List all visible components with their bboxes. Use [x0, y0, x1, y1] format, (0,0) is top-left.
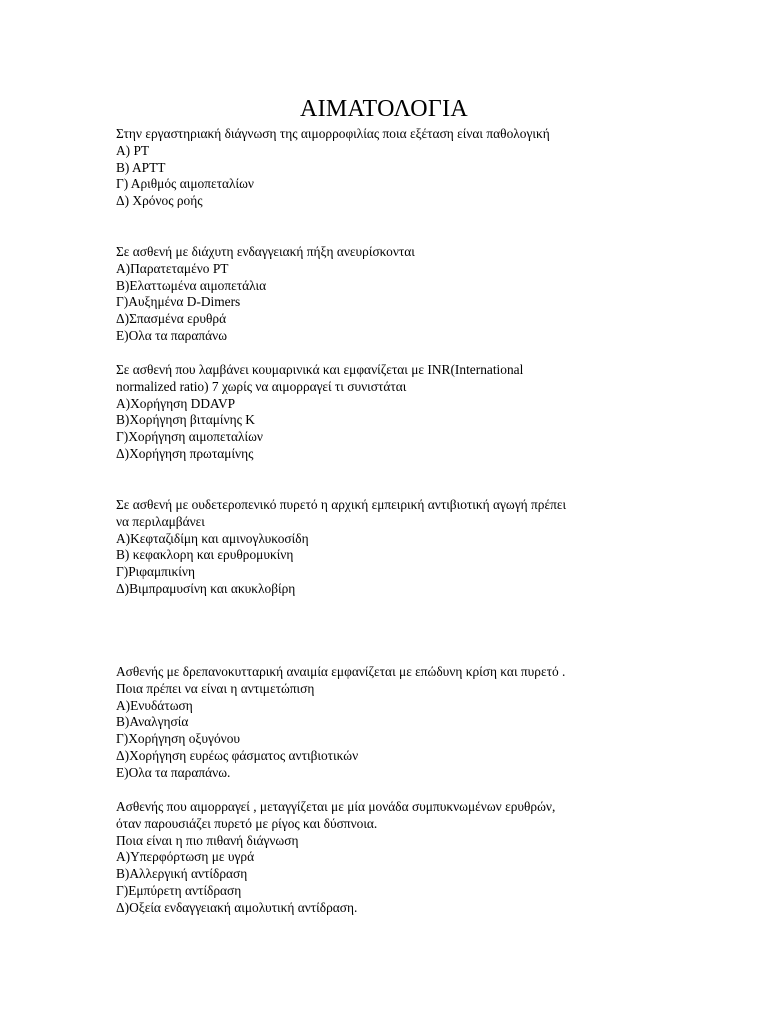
answer-option: B)Ελαττωμένα αιμοπετάλια [116, 277, 267, 293]
answer-option: Γ) Αριθμός αιμοπεταλίων [116, 176, 254, 192]
answer-option: Α)Παρατεταμένο PT [116, 260, 229, 276]
answer-option: Δ) Χρόνος ροής [116, 193, 203, 209]
answer-option: B) APTT [116, 159, 166, 175]
question-text: normalized ratio) 7 χωρίς να αιμορραγεί τι συνιστάται [116, 378, 407, 394]
question-text: Σε ασθενή με ουδετεροπενικό πυρετό η αρχική εμπειρική αντιβιοτική αγωγή πρέπει [116, 497, 567, 512]
question-text: Σε ασθενή με διάχυτη ενδαγγειακή πήξη ανευρίσκονται [116, 244, 415, 259]
answer-option: Γ)Χορήγηση οξυγόνου [116, 731, 241, 747]
question-3 [116, 362, 676, 463]
question-text: Στην εργαστηριακή διάγνωση της αιμορροφιλίας ποια εξέταση είναι παθολογική [116, 126, 550, 141]
question-4 [116, 497, 676, 598]
answer-option: Γ)Εμπύρετη αντίδραση [116, 882, 242, 898]
answer-option: Δ)Χορήγηση πρωταμίνης [116, 445, 254, 461]
answer-option: Δ)Βιμπραμυσίνη και ακυκλοβίρη [116, 580, 296, 596]
answer-option: B)Αλλεργική αντίδραση [116, 866, 248, 882]
answer-option: B)Αναλγησία [116, 714, 189, 730]
answer-option: Δ)Χορήγηση ευρέως φάσματος αντιβιοτικών [116, 747, 359, 763]
question-2 [116, 244, 676, 345]
answer-option: Γ)Χορήγηση αιμοπεταλίων [116, 429, 263, 445]
question-text: να περιλαμβάνει [116, 513, 205, 529]
question-text: Ποια είναι η πιο πιθανή διάγνωση [116, 832, 299, 848]
question-text: όταν παρουσιάζει πυρετό με ρίγος και δύσπνοια. [116, 815, 378, 831]
answer-option: A)Υπερφόρτωση με υγρά [116, 849, 255, 865]
question-text: Ασθενής με δρεπανοκυτταρική αναιμία εμφανίζεται με επώδυνη κρίση και πυρετό . [116, 664, 566, 679]
answer-option: Δ)Σπασμένα ερυθρά [116, 311, 227, 327]
question-5 [116, 664, 676, 782]
answer-option: Γ)Ριφαμπικίνη [116, 564, 195, 580]
answer-option: A)Κεφταζιδίμη και αμινογλυκοσίδη [116, 530, 309, 546]
question-6 [116, 799, 676, 917]
answer-option: Γ)Αυξημένα D-Dimers [116, 294, 241, 310]
answer-option: A)Χορήγηση DDAVP [116, 395, 236, 411]
answer-option: A)Ενυδάτωση [116, 697, 193, 713]
answer-option: E)Ολα τα παραπάνω [116, 327, 228, 343]
page-title: ΑΙΜΑΤΟΛΟΓΙΑ [299, 96, 469, 122]
answer-option: E)Ολα τα παραπάνω. [116, 764, 231, 780]
question-text: Ποια πρέπει να είναι η αντιμετώπιση [116, 680, 315, 696]
answer-option: B) κεφακλορη και ερυθρομυκίνη [116, 547, 294, 563]
answer-option: B)Χορήγηση βιταμίνης K [116, 412, 255, 428]
question-1 [116, 126, 676, 210]
question-text: Ασθενής που αιμορραγεί , μεταγγίζεται με μία μονάδα συμπυκνωμένων ερυθρών, [116, 799, 556, 814]
question-text: Σε ασθενή που λαμβάνει κουμαρινικά και εμφανίζεται με INR(International [116, 362, 524, 377]
answer-option: Δ)Οξεία ενδαγγειακή αιμολυτική αντίδραση. [116, 899, 358, 915]
answer-option: A) PT [116, 142, 150, 158]
